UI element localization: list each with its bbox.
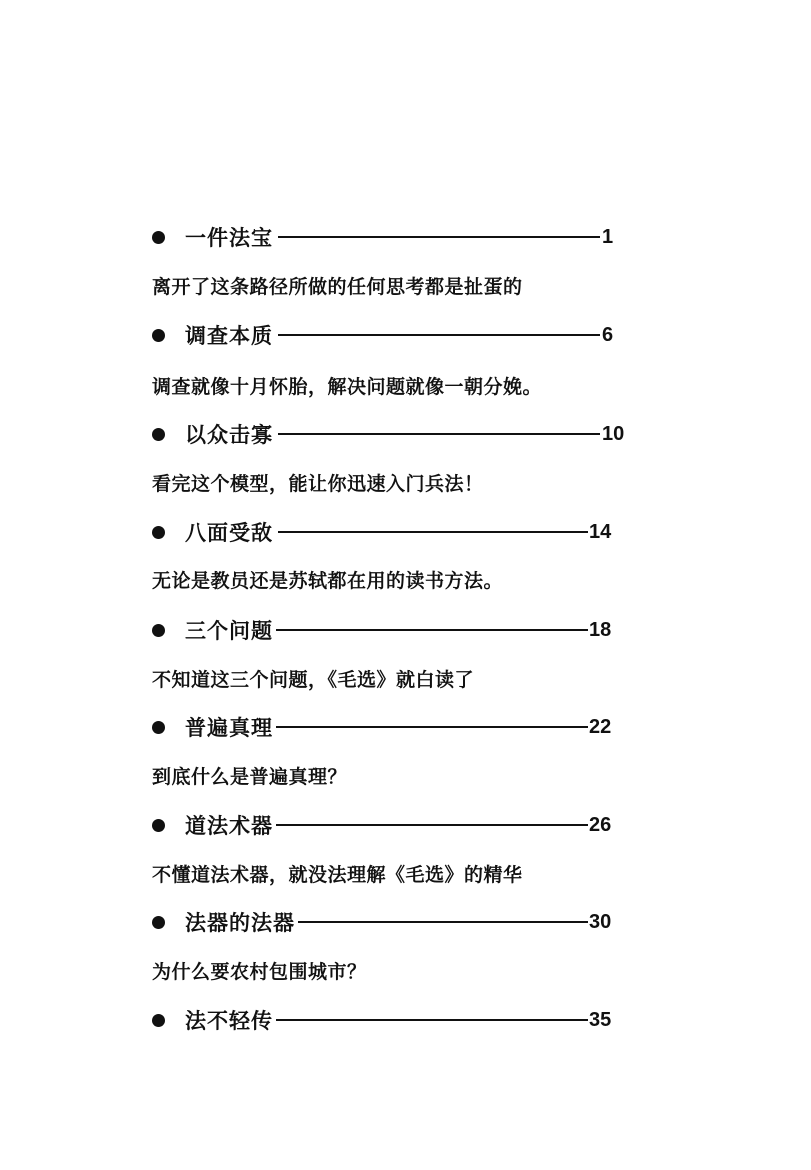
dot-leader [278,334,600,336]
toc-title-row [152,712,273,742]
bullet-icon [152,329,165,342]
dot-leader [278,236,600,238]
dot-leader [276,824,588,826]
page-number: 18 [589,619,612,641]
toc-title-row [152,615,273,645]
page-number: 26 [589,814,612,836]
toc-title: 以众击寡 [185,423,273,447]
page-number: 10 [602,423,625,445]
dot-leader [278,433,600,435]
bullet-icon [152,916,165,929]
dot-leader [298,921,588,923]
page-number: 30 [589,911,612,933]
toc-title: 道法术器 [185,814,273,838]
toc-title: 调查本质 [185,324,273,348]
dot-leader [278,531,588,533]
toc-title-row [152,320,273,350]
bullet-icon [152,721,165,734]
page-number: 1 [602,226,614,248]
dot-leader [276,629,588,631]
page-number: 22 [589,716,612,738]
bullet-icon [152,526,165,539]
toc-description: 看完这个模型，能让你迅速入门兵法！ [152,473,484,495]
toc-description: 不懂道法术器，就没法理解《毛选》的精华 [152,864,523,886]
toc-title-row [152,419,273,449]
dot-leader [276,726,588,728]
bullet-icon [152,231,165,244]
toc-title-row [152,1005,273,1035]
toc-title: 法器的法器 [185,911,295,935]
dot-leader [276,1019,588,1021]
toc-description: 无论是教员还是苏轼都在用的读书方法。 [152,570,504,592]
toc-description: 为什么要农村包围城市？ [152,961,367,983]
toc-title-row [152,222,273,252]
toc-title: 普遍真理 [185,716,273,740]
toc-title: 法不轻传 [185,1009,273,1033]
toc-description: 不知道这三个问题，《毛选》就白读了 [152,669,475,691]
bullet-icon [152,624,165,637]
page-number: 14 [589,521,612,543]
toc-description: 调查就像十月怀胎，解决问题就像一朝分娩。 [152,376,543,398]
page-number: 35 [589,1009,612,1031]
toc-description: 离开了这条路径所做的任何思考都是扯蛋的 [152,276,523,298]
toc-title: 八面受敌 [185,521,273,545]
toc-title: 三个问题 [185,619,273,643]
toc-title-row [152,517,273,547]
toc-title-row [152,907,295,937]
page-number: 6 [602,324,614,346]
toc-title-row [152,810,273,840]
bullet-icon [152,819,165,832]
toc-title: 一件法宝 [185,226,273,250]
bullet-icon [152,1014,165,1027]
toc-description: 到底什么是普遍真理？ [152,766,348,788]
bullet-icon [152,428,165,441]
